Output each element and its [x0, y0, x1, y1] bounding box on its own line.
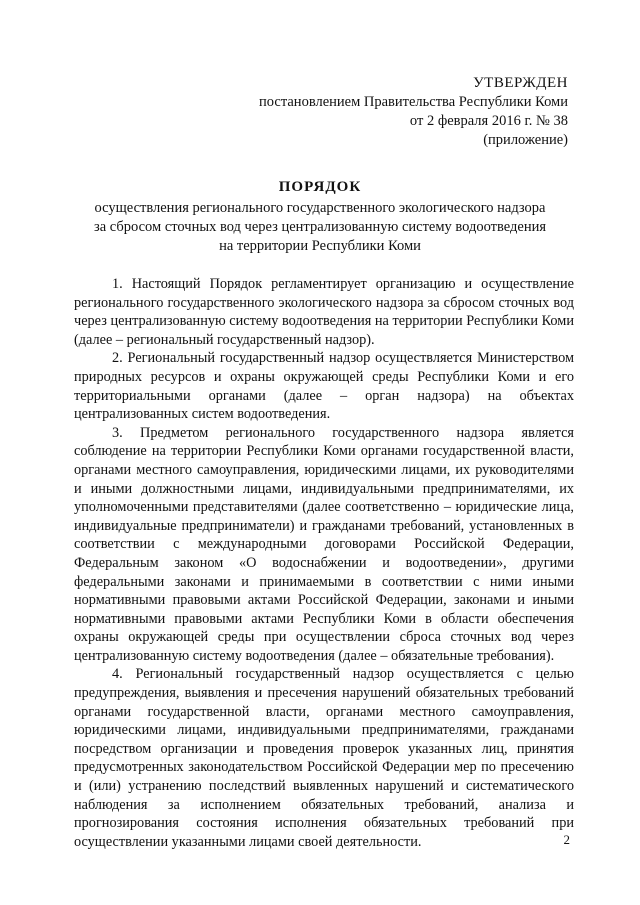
approval-line-1: постановлением Правительства Республики Коми	[259, 94, 568, 110]
document-body	[74, 275, 574, 851]
paragraph-2: 2. Региональный государственный надзор осуществляется Министерством природных ресурсов и охраны окружающей среды Республики Коми и его территориальными органами (далее – орган надзора) на объектах централизованных систем водоотведения.	[74, 350, 574, 423]
document-subtitle-line-2: за сбросом сточных вод через централизованную систему водоотведения	[93, 219, 547, 235]
approval-line-3: (приложение)	[483, 132, 568, 148]
page-number: 2	[563, 832, 570, 847]
approval-title: УТВЕРЖДЕН	[473, 75, 568, 91]
document-heading	[60, 178, 580, 256]
paragraph-4: 4. Региональный государственный надзор осуществляется с целью предупреждения, выявления и пресечения нарушений обязательных требований органами государственной власти, органами местного самоуправления, юридическими лицами, индивидуальными предпринимателями, гражданами посредством организации и проведения проверок указанных лиц, принятия предусмотренных законодательством Российской Федерации мер по пресечению и (или) устранению последствий выявленных нарушений и систематического наблюдения за исполнением обязательных требований, анализа и прогнозирования состояния исполнения обязательных требований при осуществлении указанными лицами своей деятельности.	[74, 666, 574, 850]
paragraph-1: 1. Настоящий Порядок регламентирует организацию и осуществление регионального государственного экологического надзора за сбросом сточных вод через централизованную систему водоотведения на территории Республики Коми (далее – региональный государственный надзор).	[74, 276, 574, 348]
approval-stamp	[259, 74, 568, 150]
paragraph-3: 3. Предметом регионального государственного надзора является соблюдение на территории Республики Коми органами государственной власти, органами местного самоуправления, юридическими лицами, их руководителями и иными должностными лицами, индивидуальными предпринимателями, их уполномоченными представителями (далее соответственно – юридические лица, индивидуальные предприниматели) и гражданами требований, установленных в соответствии с международными договорами Российской Федерации, Федеральным законом «О водоснабжении и водоотведении», другими федеральными законами и принимаемыми в соответствии с ними иными нормативными правовыми актами Российской Федерации, законами и иными нормативными правовыми актами Республики Коми в области обеспечения охраны окружающей среды при осуществлении сброса сточных вод через централизованную систему водоотведения (далее – обязательные требования).	[74, 424, 574, 664]
approval-line-2: от 2 февраля 2016 г. № 38	[409, 113, 568, 129]
document-subtitle-line-1: осуществления регионального государственного экологического надзора	[94, 200, 546, 216]
document-title: ПОРЯДОК	[278, 179, 362, 195]
document-subtitle-line-3: на территории Республики Коми	[219, 238, 421, 254]
